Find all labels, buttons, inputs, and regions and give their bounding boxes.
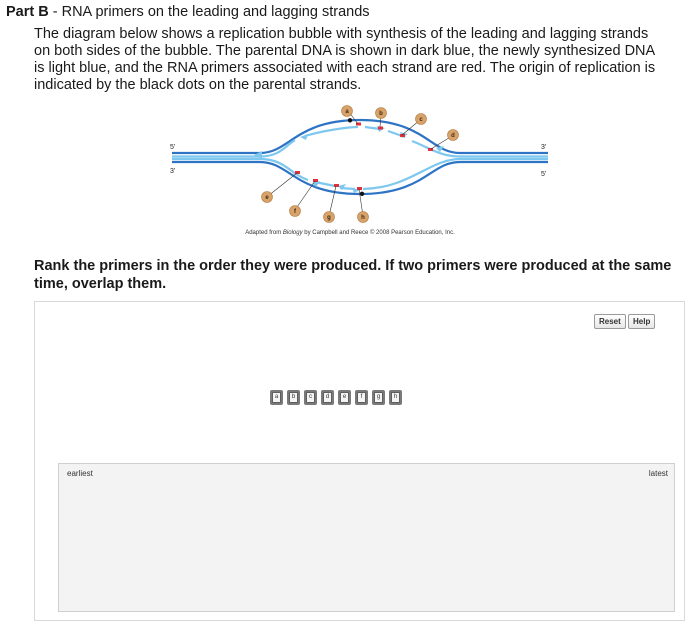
primer-tile-g[interactable]: g — [372, 390, 385, 405]
svg-text:f: f — [294, 209, 296, 215]
part-label: Part B — [6, 4, 49, 20]
svg-text:e: e — [265, 195, 269, 201]
svg-text:d: d — [451, 133, 455, 139]
end-label-top-right: 3' — [541, 144, 547, 151]
ranking-drop-area[interactable] — [58, 463, 675, 612]
part-title: RNA primers on the leading and lagging strands — [61, 4, 370, 20]
primer-tile-a[interactable]: a — [270, 390, 283, 405]
credit-book-title: Biology — [282, 230, 303, 236]
ranking-workspace — [34, 301, 685, 621]
svg-text:c: c — [419, 117, 423, 123]
primer-tile-h[interactable]: h — [389, 390, 402, 405]
svg-text:g: g — [327, 215, 331, 221]
latest-label: latest — [648, 469, 668, 478]
primer-tile-d[interactable]: d — [321, 390, 334, 405]
image-credit: Adapted from Biology by Campbell and Reece © 2008 Pearson Education, Inc. — [245, 230, 455, 236]
primer-callout-lines — [268, 112, 452, 216]
part-separator: - — [48, 4, 62, 20]
svg-text:b: b — [379, 111, 383, 117]
primer-tile-bank — [270, 390, 402, 405]
help-button[interactable]: Help — [628, 314, 655, 329]
end-label-bottom-left: 3' — [170, 168, 176, 175]
end-label-top-left: 5' — [170, 144, 176, 151]
origin-dots — [348, 118, 364, 196]
ranking-instruction: Rank the primers in the order they were produced. If two primers were produced at the same time, overlap them. — [34, 258, 672, 292]
replication-bubble-diagram — [160, 104, 560, 226]
primer-tile-f[interactable]: f — [355, 390, 368, 405]
earliest-label: earliest — [67, 469, 93, 478]
part-heading — [6, 4, 370, 20]
question-description: The diagram below shows a replication bubble with synthesis of the leading and lagging strands on both sides of the bubble. The parental DNA is shown in dark blue, the newly synthesized DNA is light blue, and the RNA primers associated with each strand are red. The origin of replication is indicated by the black dots on the parental strands. — [34, 26, 656, 93]
svg-text:h: h — [361, 215, 365, 221]
primer-tile-b[interactable]: b — [287, 390, 300, 405]
svg-text:a: a — [345, 109, 349, 115]
primer-tile-e[interactable]: e — [338, 390, 351, 405]
primer-letters — [265, 109, 455, 221]
new-strands — [172, 127, 548, 189]
reset-button[interactable]: Reset — [594, 314, 626, 329]
primer-tile-c[interactable]: c — [304, 390, 317, 405]
end-label-bottom-right: 5' — [541, 171, 547, 178]
